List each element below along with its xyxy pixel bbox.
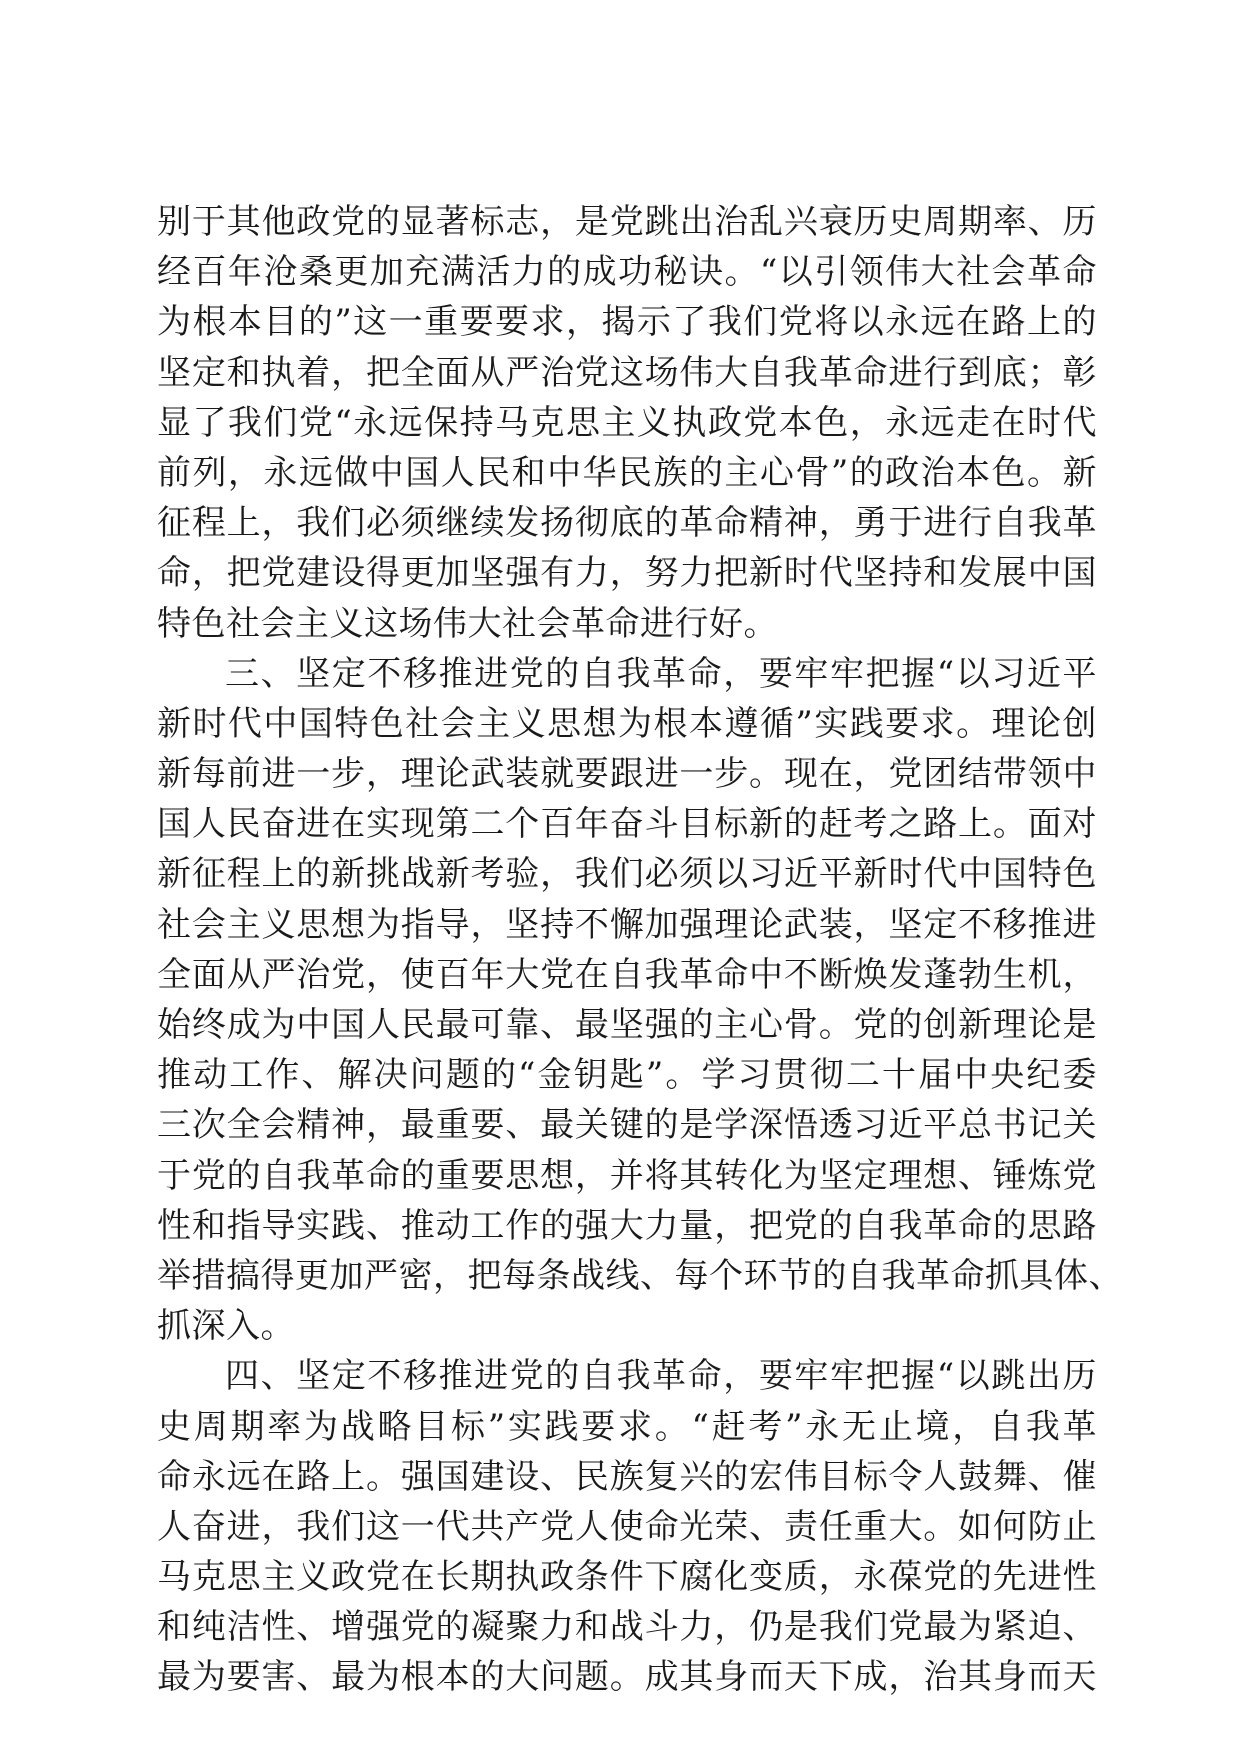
- text-line: 史周期率为战略目标”实践要求。“赶考”永无止境，自我革: [157, 1406, 1097, 1447]
- text-line: 别于其他政党的显著标志，是党跳出治乱兴衰历史周期率、历: [157, 202, 1097, 242]
- text-line: 始终成为中国人民最可靠、最坚强的主心骨。党的创新理论是: [157, 1005, 1097, 1045]
- text-line: 举措搞得更加严密，把每条战线、每个环节的自我革命抓具体、: [157, 1255, 1123, 1296]
- text-line: 经百年沧桑更加充满活力的成功秘诀。“以引领伟大社会革命: [157, 252, 1097, 293]
- text-line: 国人民奋进在实现第二个百年奋斗目标新的赶考之路上。面对: [157, 804, 1097, 845]
- text-line: 马克思主义政党在长期执政条件下腐化变质，永葆党的先进性: [157, 1557, 1097, 1598]
- text-line: 三次全会精神，最重要、最关键的是学深悟透习近平总书记关: [157, 1105, 1097, 1146]
- text-line: 前列，永远做中国人民和中华民族的主心骨”的政治本色。新: [157, 452, 1097, 493]
- text-line: 征程上，我们必须继续发扬彻底的革命精神，勇于进行自我革: [157, 503, 1097, 544]
- text-line: 全面从严治党，使百年大党在自我革命中不断焕发蓬勃生机，: [157, 954, 1097, 995]
- text-line: 新征程上的新挑战新考验，我们必须以习近平新时代中国特色: [157, 854, 1097, 895]
- text-line: 新时代中国特色社会主义思想为根本遵循”实践要求。理论创: [157, 703, 1097, 744]
- text-line: 命永远在路上。强国建设、民族复兴的宏伟目标令人鼓舞、催: [157, 1456, 1097, 1497]
- text-line: 抓深入。: [157, 1306, 295, 1347]
- paragraph-heading-four: 四、坚定不移推进党的自我革命，要牢牢把握“以跳出历: [225, 1356, 1097, 1397]
- text-line: 和纯洁性、增强党的凝聚力和战斗力，仍是我们党最为紧迫、: [157, 1607, 1097, 1648]
- text-line: 推动工作、解决问题的“金钥匙”。学习贯彻二十届中央纪委: [157, 1055, 1097, 1096]
- text-line: 为根本目的”这一重要要求，揭示了我们党将以永远在路上的: [157, 302, 1097, 343]
- text-line: 性和指导实践、推动工作的强大力量，把党的自我革命的思路: [157, 1205, 1097, 1246]
- body-text: [157, 197, 1123, 1703]
- text-line: 特色社会主义这场伟大社会革命进行好。: [157, 603, 778, 644]
- text-line: 于党的自我革命的重要思想，并将其转化为坚定理想、锤炼党: [157, 1155, 1097, 1196]
- text-line: 社会主义思想为指导，坚持不懈加强理论武装，坚定不移推进: [157, 904, 1097, 945]
- text-line: 最为要害、最为根本的大问题。成其身而天下成，治其身而天: [157, 1657, 1097, 1698]
- paragraph-heading-three: 三、坚定不移推进党的自我革命，要牢牢把握“以习近平: [225, 653, 1097, 694]
- text-line: 命，把党建设得更加坚强有力，努力把新时代坚持和发展中国: [157, 553, 1097, 594]
- text-line: 新每前进一步，理论武装就要跟进一步。现在，党团结带领中: [157, 754, 1097, 795]
- text-line: 人奋进，我们这一代共产党人使命光荣、责任重大。如何防止: [157, 1506, 1097, 1547]
- text-line: 坚定和执着，把全面从严治党这场伟大自我革命进行到底；彰: [157, 352, 1097, 393]
- text-line: 显了我们党“永远保持马克思主义执政党本色，永远走在时代: [157, 402, 1097, 443]
